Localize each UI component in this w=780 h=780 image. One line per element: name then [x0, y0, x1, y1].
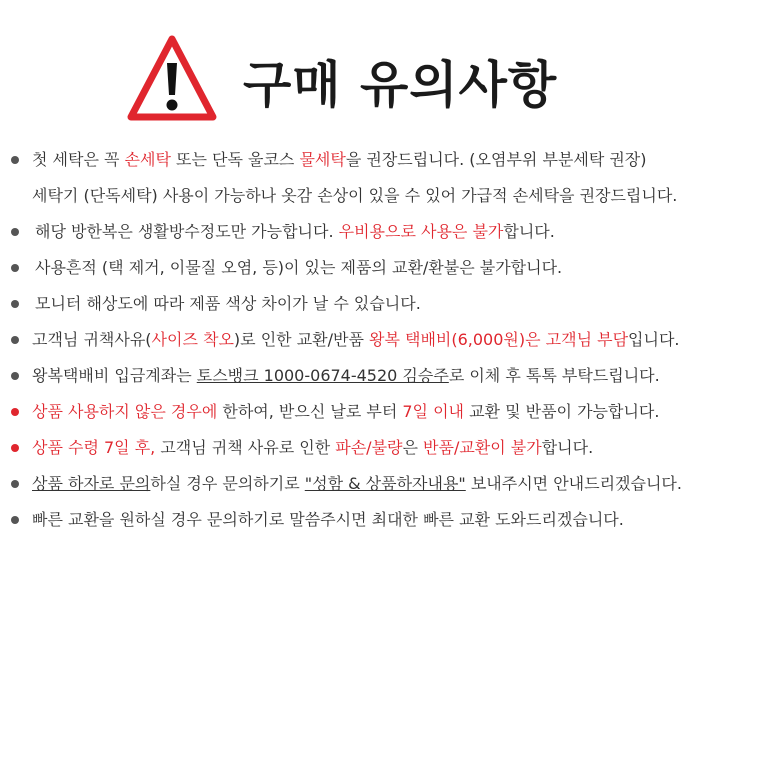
- bullet-icon: [11, 372, 19, 380]
- bullet-icon: [11, 228, 19, 236]
- body-text: 빠른 교환을 원하실 경우 문의하기로 말씀주시면 최대한 빠른 교환 도와드리겠습니다.: [32, 510, 624, 529]
- underlined-text: 상품 하자로 문의: [32, 474, 151, 493]
- notice-text: [32, 394, 659, 430]
- body-text: 사용흔적 (택 제거, 이물질 오염, 등)이 있는 제품의 교환/환불은 불가합니다.: [35, 258, 563, 277]
- page-title: 구매 유의사항: [243, 56, 558, 114]
- body-text: 합니다.: [503, 222, 555, 241]
- notice-text: [32, 178, 677, 214]
- body-text: 한하여, 받으신 날로 부터: [217, 402, 403, 421]
- body-text: 입니다.: [628, 330, 680, 349]
- emphasis-text: 상품 사용하지 않은 경우에: [32, 402, 218, 421]
- emphasis-text: 물세탁: [299, 150, 346, 169]
- bullet-icon: [11, 156, 19, 164]
- body-text: 은: [402, 438, 424, 457]
- body-text: )로 인한 교환/반품: [233, 330, 369, 349]
- notice-text: [32, 142, 647, 178]
- bullet-icon: [11, 480, 19, 488]
- header: [0, 0, 780, 150]
- body-text: 교환 및 반품이 가능합니다.: [464, 402, 660, 421]
- notice-text: [32, 502, 624, 538]
- notice-item: [0, 322, 780, 358]
- emphasis-text: 손세탁: [124, 150, 171, 169]
- body-text: 합니다.: [541, 438, 594, 457]
- emphasis-text: 우비용으로 사용은 불가: [338, 222, 504, 241]
- body-text: 고객님 귀책사유(: [32, 330, 152, 349]
- body-text: 해당 방한복은 생활방수정도만 가능합니다.: [35, 222, 339, 241]
- notice-item: [0, 466, 780, 502]
- underlined-text: "성함 & 상품하자내용": [304, 474, 466, 493]
- emphasis-text: 왕복 택배비(6,000원)은 고객님 부담: [369, 330, 629, 349]
- notice-item: [0, 358, 780, 394]
- body-text: 첫 세탁은 꼭: [32, 150, 125, 169]
- body-text: 보내주시면 안내드리겠습니다.: [465, 474, 682, 493]
- bullet-icon: [11, 444, 19, 452]
- emphasis-text: 사이즈 착오: [151, 330, 234, 349]
- notice-text: [35, 250, 562, 286]
- notice-continuation: [0, 178, 780, 214]
- notice-text: [32, 358, 660, 394]
- body-text: 왕복택배비 입금계좌는: [32, 366, 197, 385]
- notice-text: [35, 214, 555, 250]
- notice-item: [0, 286, 780, 322]
- notice-item: [0, 502, 780, 538]
- body-text: 모니터 해상도에 따라 제품 색상 차이가 날 수 있습니다.: [35, 294, 421, 313]
- emphasis-text: 반품/교환이 불가: [423, 438, 542, 457]
- bullet-icon: [11, 516, 19, 524]
- bullet-icon: [11, 300, 19, 308]
- bullet-icon: [11, 408, 19, 416]
- notice-item: [0, 250, 780, 286]
- notice-item: [0, 394, 780, 430]
- notice-text: [32, 430, 593, 466]
- notice-text: [35, 286, 421, 322]
- body-text: 을 권장드립니다. (오염부위 부분세탁 권장): [345, 150, 647, 169]
- notice-text: [32, 322, 680, 358]
- body-text: 세탁기 (단독세탁) 사용이 가능하나 옷감 손상이 있을 수 있어 가급적 손세탁을 권장드립니다.: [32, 186, 678, 205]
- emphasis-text: 7일 이내: [402, 402, 464, 421]
- body-text: 로 이체 후 톡톡 부탁드립니다.: [448, 366, 660, 385]
- bullet-icon: [11, 336, 19, 344]
- underlined-text: 토스뱅크 1000-0674-4520 김승주: [196, 366, 449, 385]
- notice-list: [0, 142, 780, 538]
- emphasis-text: 상품 수령 7일 후,: [32, 438, 156, 457]
- notice-text: [32, 466, 682, 502]
- body-text: 하실 경우 문의하기로: [150, 474, 305, 493]
- notice-item: [0, 214, 780, 250]
- warning-triangle-icon: [125, 33, 219, 125]
- notice-item: [0, 142, 780, 178]
- body-text: 또는 단독 울코스: [170, 150, 300, 169]
- emphasis-text: 파손/불량: [335, 438, 403, 457]
- notice-item: [0, 430, 780, 466]
- body-text: 고객님 귀책 사유로 인한: [155, 438, 336, 457]
- bullet-icon: [11, 264, 19, 272]
